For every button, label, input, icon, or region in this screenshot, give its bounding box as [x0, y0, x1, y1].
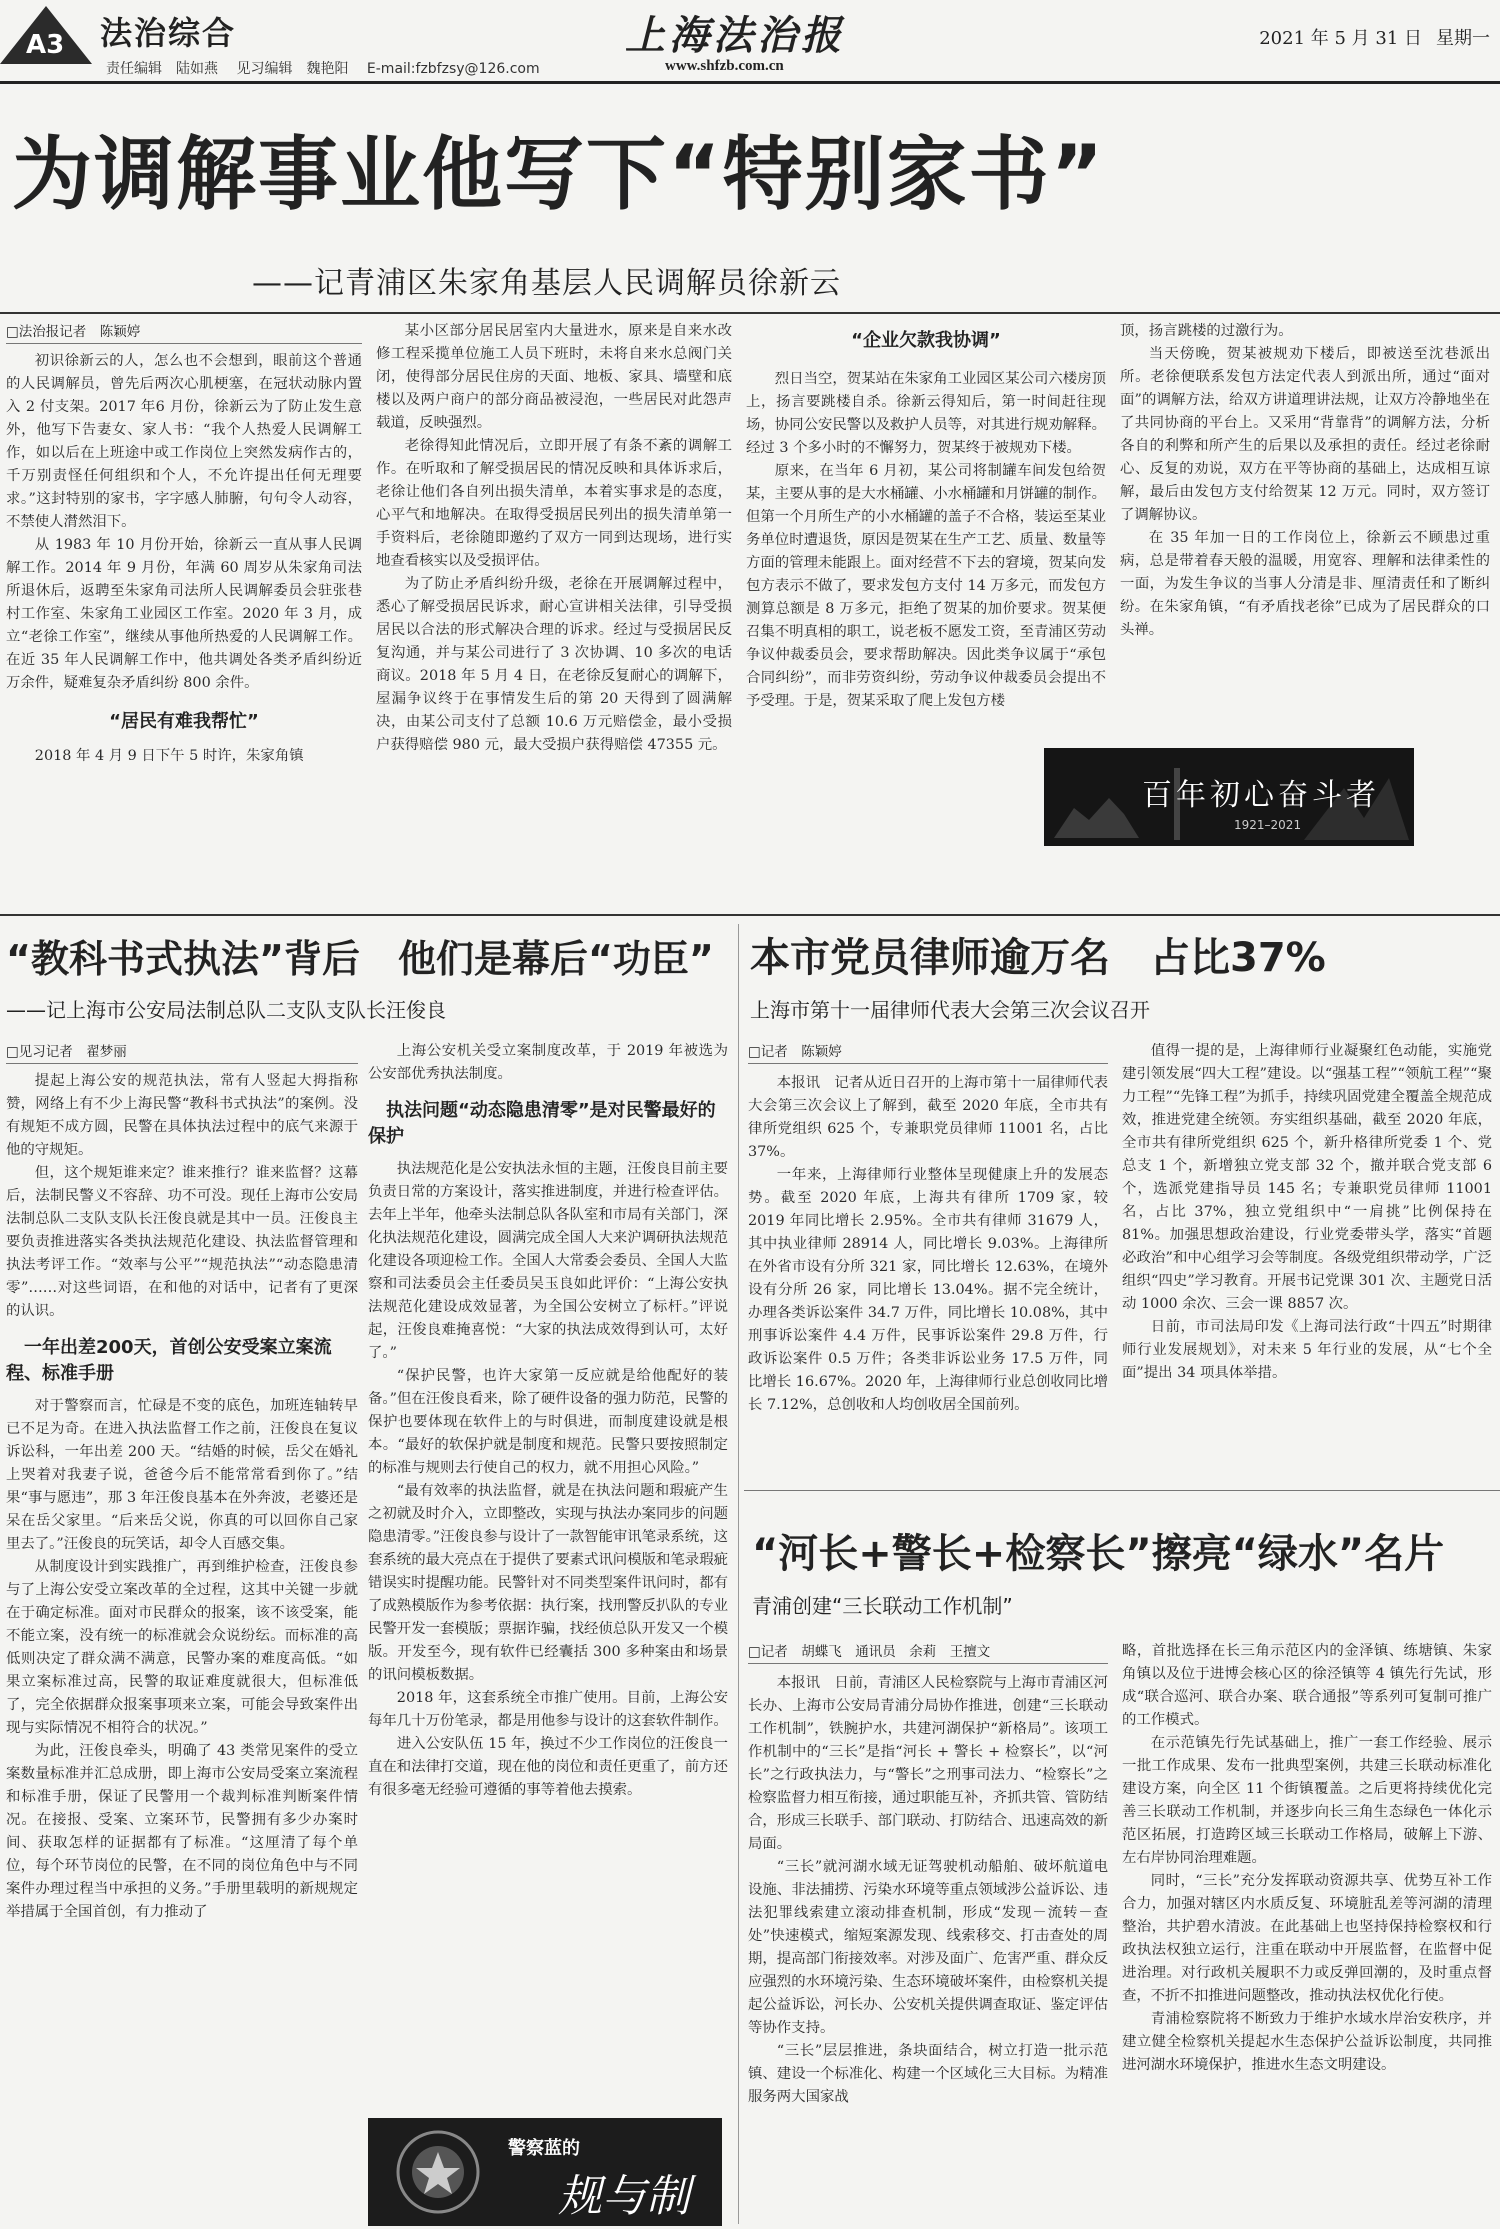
- editor-name: 魏艳阳: [306, 61, 349, 77]
- article1-body: [376, 320, 732, 757]
- editor-role: 责任编辑: [106, 61, 162, 77]
- article1-body: [6, 350, 362, 695]
- date-text: 2021 年 5 月 31 日: [1259, 28, 1422, 49]
- banner-title: 百年初心奋斗者: [1142, 778, 1380, 813]
- article1-column-2: [376, 320, 732, 757]
- paragraph: 本报讯 日前，青浦区人民检察院与上海市青浦区河长办、上海市公安局青浦分局协作推进，创建“三长联动工作机制”，铁腕护水，共建河湖保护“新格局”。该项工作机制中的“三长”是指“河长 + 警长 + 检察长”，以“河长”之行政执法力，与“警长”之刑事司法力、“检察长”之检察监督力相互衔接，通过职能互补，齐抓共管、管防结合，形成三长联手、部门联动、打防结合、迅速高效的新局面。: [748, 1675, 1108, 1852]
- article2-byline: □见习记者 翟梦丽: [6, 1040, 358, 1064]
- logo-caption-top: 警察蓝的: [508, 2138, 580, 2159]
- article4-body: [1122, 1640, 1492, 2077]
- article1-headline: 为调解事业他写下“特别家书”: [12, 128, 1106, 221]
- paragraph: 为此，汪俊良牵头，明确了 43 类常见案件的受立案数量标准并汇总成册，即上海市公安局受案立案流程和标准手册，保证了民警用一个裁判标准判断案件情况。在接报、受案、立案环节，民警拥有多少办案时间、获取怎样的证据都有了标准。“这厘清了每个单位，每个环节岗位的民警，在不同的岗位角色中与不同案件办理过程当中承担的义务。”手册里载明的新规规定举措属于全国首创，有力推动了: [6, 1743, 358, 1920]
- weekday-text: 星期一: [1436, 28, 1490, 49]
- article2-subhead-2: 执法问题“动态隐患清零”是对民警最好的保护: [368, 1100, 716, 1147]
- paragraph: 2018 年 4 月 9 日下午 5 时许，朱家角镇: [34, 748, 304, 764]
- article2-subhead-1: 一年出差200天，首创公安受案立案流程、标准手册: [6, 1337, 332, 1384]
- newspaper-name: 上海法治报: [625, 12, 845, 59]
- article1-column-3: [746, 328, 1106, 713]
- article4-byline: □记者 胡蝶飞 通讯员 余莉 王擅文: [748, 1640, 1108, 1664]
- paragraph: 在 35 年加一日的工作岗位上，徐新云不顾患过重病，总是带着春天般的温暖，用宽容、理解和法律柔性的一面，为发生争议的当事人分清是非、厘清责任和了断纠纷。在朱家角镇，“有矛盾找老徐”已成为了居民群众的口头禅。: [1120, 530, 1490, 638]
- paragraph: 在示范镇先行先试基础上，推广一套工作经验、展示一批工作成果、发布一批典型案例，共建三长联动标准化建设方案，向全区 11 个街镇覆盖。之后更将持续优化完善三长联动工作机制，并逐步向长三角生态绿色一体化示范区拓展，打造跨区域三长联动工作格局，破解上下游、左右岸协同治理难题。: [1122, 1735, 1492, 1866]
- paragraph: 青浦检察院将不断致力于维护水域水岸治安秩序，并建立健全检察机关提起水生态保护公益诉讼制度，共同推进河湖水环境保护，推进水生态文明建设。: [1122, 2011, 1492, 2073]
- article3-byline: □记者 陈颖婷: [748, 1040, 1108, 1064]
- paragraph: 日前，市司法局印发《上海司法行政“十四五”时期律师行业发展规划》，对未来 5 年行业的发展，从“七个全面”提出 34 项具体举措。: [1122, 1319, 1492, 1381]
- article2-headline: “教科书式执法”背后 他们是幕后“功臣”: [6, 937, 714, 981]
- paragraph: 原来，在当年 6 月初，某公司将制罐车间发包给贺某，主要从事的是大水桶罐、小水桶罐和月饼罐的制作。但第一个月所生产的小水桶罐的盖子不合格，装运至某业务单位时遭退货，原因是贺某在生产工艺、质量、数量等方面的管理未能跟上。面对经营不下去的窘境，贺某向发包方表示不做了，要求发包方支付 14 万多元，而发包方测算总额是 8 万多元，拒绝了贺某的加价要求。贺某便召集不明真相的职工，说老板不愿发工资，至青浦区劳动争议仲裁委员会，要求帮助解决。因此类争议属于“承包合同纠纷”，而非劳资纠纷，劳动争议仲裁委员会提出不予受理。于是，贺某采取了爬上发包方楼: [746, 463, 1106, 709]
- paragraph: 值得一提的是，上海律师行业凝聚红色动能，实施党建引领发展“四大工程”建设。以“强基工程”“领航工程”“聚力工程”“先锋工程”为抓手，持续巩固党建全覆盖全规范成效，推进党建全统领。夯实组织基础，截至 2020 年底，全市共有律所党组织 625 个，新升格律所党委 1 个、党总支 1 个，新增独立党支部 32 个，撤并联合党支部 6 个，选派党建指导员 145 名；专兼职党员律师 11001 名，占比 37%，独立党组织中“一肩挑”比例保持在 81%。加强思想政治建设，行业党委带头学，落实“首题必政治”和中心组学习会等制度。各级党组织带动学，广泛组织“四史”学习教育。开展书记党课 301 次、主题党日活动 1000 余次、三会一课 8857 次。: [1122, 1043, 1492, 1312]
- article2-body: [6, 1395, 358, 1924]
- article1-column-1: [6, 320, 362, 768]
- issue-date: [1245, 24, 1490, 50]
- article3-body: [748, 1072, 1108, 1417]
- divider: [0, 312, 1500, 314]
- editor-role: 见习编辑: [236, 61, 293, 77]
- paragraph: 同时，“三长”充分发挥联动资源共享、优势互补工作合力，加强对辖区内水质反复、环境脏乱差等河湖的清理整治，共护碧水清波。在此基础上也坚持保持检察权和行政执法权独立运行，注重在联动中开展监督，在监督中促进治理。对行政机关履职不力或反弹回潮的，及时重点督查，不折不扣推进问题整改，推动执法权优化行使。: [1122, 1873, 1492, 2004]
- centennial-banner: [1044, 748, 1414, 846]
- article2-body: [368, 1040, 728, 1086]
- editors-line: [106, 58, 554, 78]
- article1-body: [1120, 320, 1490, 642]
- article4-headline: “河长+警长+检察长”擦亮“绿水”名片: [752, 1531, 1445, 1577]
- article4-column-1: [748, 1640, 1108, 2109]
- article2-column-2: [368, 1040, 728, 1802]
- paragraph: 从制度设计到实践推广，再到维护检查，汪俊良参与了上海公安受立案改革的全过程，这其中关键一步就在于确定标准。面对市民群众的报案，该不该受案，能不能立案，没有统一的标准就会众说纷纭。而标准的高低则决定了群众满不满意，民警办案的难度高低。“如果立案标准过高，民警的取证难度就很大，但标准低了，完全依据群众报案事项来立案，可能会导致案件出现与实际情况不相符合的状况。”: [6, 1559, 358, 1736]
- section-title: 法治综合: [100, 14, 237, 52]
- paragraph: 老徐得知此情况后，立即开展了有条不紊的调解工作。在听取和了解受损居民的情况反映和具体诉求后，老徐让他们各自列出损失清单，本着实事求是的态度，心平气和地解决。在取得受损居民列出的损失清单第一手资料后，老徐随即邀约了双方一同到达现场，进行实地查看核实以及受损评估。: [376, 438, 732, 569]
- column-divider: [738, 924, 739, 2224]
- article4-body: [748, 1672, 1108, 2109]
- logo-caption-bottom: 规与制: [558, 2171, 690, 2222]
- paragraph: 略，首批选择在长三角示范区内的金泽镇、练塘镇、朱家角镇以及位于进博会核心区的徐泾镇等 4 镇先行先试，形成“联合巡河、联合办案、联合通报”等系列可复制可推广的工作模式。: [1122, 1643, 1492, 1728]
- paragraph: 一年来，上海律师行业整体呈现健康上升的发展态势。截至 2020 年底，上海共有律所 1709 家，较 2019 年同比增长 2.95%。全市共有律师 31679 人，其中执业律师 28914 人，同比增长 9.03%。上海律所在外省市设有分所 321 家，同比增长 12.63%，在境外设有分所 26 家，同比增长 13.04%。据不完全统计，办理各类诉讼案件 34.7 万件，同比增长 10.08%，其中刑事诉讼案件 4.4 万件，民事诉讼案件 29.8 万件，行政诉讼案件 0.5 万件；各类非诉讼业务 17.5 万件，同比增长 16.67%。2020 年，上海律师行业总创收同比增长 7.12%，总创收和人均创收居全国前列。: [748, 1167, 1108, 1413]
- article1-subhead-1: “居民有难我帮忙”: [109, 711, 259, 732]
- paragraph: “三长”就河湖水域无证驾驶机动船舶、破坏航道电设施、非法捕捞、污染水环境等重点领域涉公益诉讼、违法犯罪线索建立滚动排查机制，形成“发现－流转－查处”快速模式，缩短案源发现、线索移交、打击查处的周期，提高部门衔接效率。对涉及面广、危害严重、群众反应强烈的水环境污染、生态环境破坏案件，由检察机关提起公益诉讼，河长办、公安机关提供调查取证、鉴定评估等协作支持。: [748, 1859, 1108, 2036]
- divider: [744, 1490, 1500, 1491]
- article3-subtitle: 上海市第十一届律师代表大会第三次会议召开: [750, 998, 1150, 1022]
- article2-body: [368, 1158, 728, 1802]
- article1-subtitle: ——记青浦区朱家角基层人民调解员徐新云: [252, 266, 841, 301]
- paragraph: 为了防止矛盾纠纷升级，老徐在开展调解过程中，悉心了解受损居民诉求，耐心宣讲相关法律，引导受损居民以合法的形式解决合理的诉求。经过与受损居民反复沟通，并与某公司进行了 3 次协调、10 多次的电话商议。2018 年 5 月 4 日，在老徐反复耐心的调解下，屋漏争议终于在事情发生后的第 20 天得到了圆满解决，由某公司支付了总额 10.6 万元赔偿金，最小受损户获得赔偿 980 元，最大受损户获得赔偿 47355 元。: [376, 576, 732, 753]
- article2-column-1: [6, 1040, 358, 1924]
- paragraph: 执法规范化是公安执法永恒的主题，汪俊良目前主要负责日常的方案设计，落实推进制度，并进行检查评估。去年上半年，他牵头法制总队各队室和市局有关部门，深化执法规范化建设，圆满完成全国人大来沪调研执法规范化建设各项迎检工作。全国人大常委会委员、全国人大监察和司法委员会主任委员吴玉良如此评价：“上海公安执法规范化建设成效显著，为全国公安树立了标杆。”评说起，汪俊良难掩喜悦：“大家的执法成效得到认可，太好了。”: [368, 1161, 728, 1361]
- page-number-badge: [0, 6, 90, 66]
- paragraph: 本报讯 记者从近日召开的上海市第十一届律师代表大会第三次会议上了解到，截至 2020 年底，全市共有律所党组织 625 个，专兼职党员律师 11001 名，占比 37%。: [748, 1075, 1108, 1160]
- police-logo-image: [368, 2118, 722, 2226]
- paragraph: 初识徐新云的人，怎么也不会想到，眼前这个普通的人民调解员，曾先后两次心肌梗塞，在冠状动脉内置入 2 付支架。2017 年6 月份，徐新云为了防止发生意外，他写下告妻女、家人书：“我个人热爱人民调解工作，如以后在上班途中或工作岗位上突然发病作古的，千万别责怪任何组织和个人，不允许提出任何无理要求。”这封特别的家书，字字感人肺腑，句句令人动容，不禁使人潸然泪下。: [6, 353, 362, 530]
- paragraph: 当天傍晚，贺某被规劝下楼后，即被送至沈巷派出所。老徐便联系发包方法定代表人到派出所，通过“面对面”的调解方法，给双方讲道理讲法规，让双方冷静地坐在了共同协商的平台上。又采用“背靠背”的调解方法，分析各自的利弊和所产生的后果以及承担的责任。经过老徐耐心、反复的劝说，双方在平等协商的基础上，达成相互谅解，最后由发包方支付给贺某 12 万元。同时，双方签订了调解协议。: [1120, 346, 1490, 523]
- article1-subhead-2: “企业欠款我协调”: [851, 330, 1001, 351]
- paragraph: 从 1983 年 10 月份开始，徐新云一直从事人民调解工作。2014 年 9 月份，年满 60 周岁从朱家角司法所退休后，返聘至朱家角司法所人民调解委员会驻张巷村工作室、朱家角工业园区工作室。2020 年 3 月，成立“老徐工作室”，继续从事他所热爱的人民调解工作。在近 35 年人民调解工作中，他共调处各类矛盾纠纷近万余件，疑难复杂矛盾纠纷 800 余件。: [6, 537, 362, 691]
- paragraph: 2018 年，这套系统全市推广使用。目前，上海公安每年几十万份笔录，都是用他参与设计的这套软件制作。: [368, 1690, 728, 1729]
- editor-email[interactable]: E-mail:fzbfzsy@126.com: [366, 61, 540, 77]
- article4-subtitle: 青浦创建“三长联动工作机制”: [752, 1594, 1013, 1618]
- paragraph: “保护民警，也许大家第一反应就是给他配好的装备。”但在汪俊良看来，除了硬件设备的强力防范，民警的保护也要体现在软件上的与时俱进，而制度建设就是根本。“最好的软保护就是制度和规范。民警只要按照制定的标准与规则去行使自己的权力，就不用担心风险。”: [368, 1368, 728, 1476]
- banner-years: 1921–2021: [1234, 818, 1302, 832]
- article3-headline: 本市党员律师逾万名 占比37%: [750, 935, 1326, 981]
- article3-column-1: [748, 1040, 1108, 1417]
- article1-byline: □法治报记者 陈颖婷: [6, 320, 362, 344]
- paragraph: 烈日当空，贺某站在朱家角工业园区某公司六楼房顶上，扬言要跳楼自杀。徐新云得知后，第一时间赶往现场，协同公安民警以及救护人员等，对其进行规劝解释。经过 3 个多小时的不懈努力，贺某终于被规劝下楼。: [746, 371, 1106, 456]
- editor-name: 陆如燕: [176, 61, 218, 77]
- paragraph: 进入公安队伍 15 年，换过不少工作岗位的汪俊良一直在和法律打交道，现在他的岗位和责任更重了，前方还有很多毫无经验可遵循的事等着他去摸索。: [368, 1736, 728, 1798]
- article1-column-4: [1120, 320, 1490, 642]
- paragraph: 提起上海公安的规范执法，常有人竖起大拇指称赞，网络上有不少上海民警“教科书式执法”的案例。没有规矩不成方圆，民警在具体执法过程中的底气来源于他的守规矩。: [6, 1073, 358, 1158]
- divider: [0, 914, 1500, 916]
- paragraph: 对于警察而言，忙碌是不变的底色，加班连轴转早已不足为奇。在进入执法监督工作之前，汪俊良在复议诉讼科，一年出差 200 天。“结婚的时候，岳父在婚礼上哭着对我妻子说，爸爸今后不能常常看到你了。”结果“事与愿违”，那 3 年汪俊良基本在外奔波，老婆还是呆在岳父家里。“后来岳父说，你真的可以回你自己家里去了。”汪俊良的玩笑话，却令人百感交集。: [6, 1398, 358, 1552]
- article2-subtitle: ——记上海市公安局法制总队二支队支队长汪俊良: [6, 998, 446, 1022]
- article2-body: [6, 1070, 358, 1323]
- page-number: A3: [26, 30, 65, 60]
- article3-body: [1122, 1040, 1492, 1385]
- paragraph: 上海公安机关受立案制度改革，于 2019 年被选为公安部优秀执法制度。: [368, 1043, 728, 1082]
- paragraph: “最有效率的执法监督，就是在执法问题和瑕疵产生之初就及时介入，立即整改，实现与执法办案同步的问题隐患清零。”汪俊良参与设计了一款智能审讯笔录系统，这套系统的最大亮点在于提供了要素式讯问模版和笔录瑕疵错误实时提醒功能。民警针对不同类型案件讯问时，都有了成熟模版作为参考依据：执行案，找刑警反扒队的专业民警开发一套模版；票据诈骗，找经侦总队开发又一个模版。开发至今，现有软件已经囊括 300 多种案由和场景的讯问模板数据。: [368, 1483, 728, 1683]
- paragraph: “三长”层层推进，条块面结合，树立打造一批示范镇、建设一个标准化、构建一个区域化三大目标。为精准服务两大国家战: [748, 2043, 1108, 2105]
- paragraph: 顶，扬言跳楼的过激行为。: [1120, 323, 1293, 339]
- paragraph: 某小区部分居民居室内大量进水，原来是自来水改修工程采揽单位施工人员下班时，未将自来水总阀门关闭，使得部分居民住房的天面、地板、家具、墙壁和底楼以及两户商户的部分商品被浸泡，一些居民对此怨声载道，反映强烈。: [376, 323, 732, 431]
- paragraph: 但，这个规矩谁来定？谁来推行？谁来监督？这幕后，法制民警义不容辞、功不可没。现任上海市公安局法制总队二支队支队长汪俊良就是其中一员。汪俊良主要负责推进落实各类执法规范化建设、执法监督管理和执法考评工作。“效率与公平”“规范执法”“动态隐患清零”……对这些词语，在和他的对话中，记者有了更深的认识。: [6, 1165, 358, 1319]
- article4-column-2: [1122, 1640, 1492, 2077]
- article1-body: [746, 368, 1106, 713]
- article3-column-2: [1122, 1040, 1492, 1385]
- newspaper-url[interactable]: www.shfzb.com.cn: [665, 58, 784, 74]
